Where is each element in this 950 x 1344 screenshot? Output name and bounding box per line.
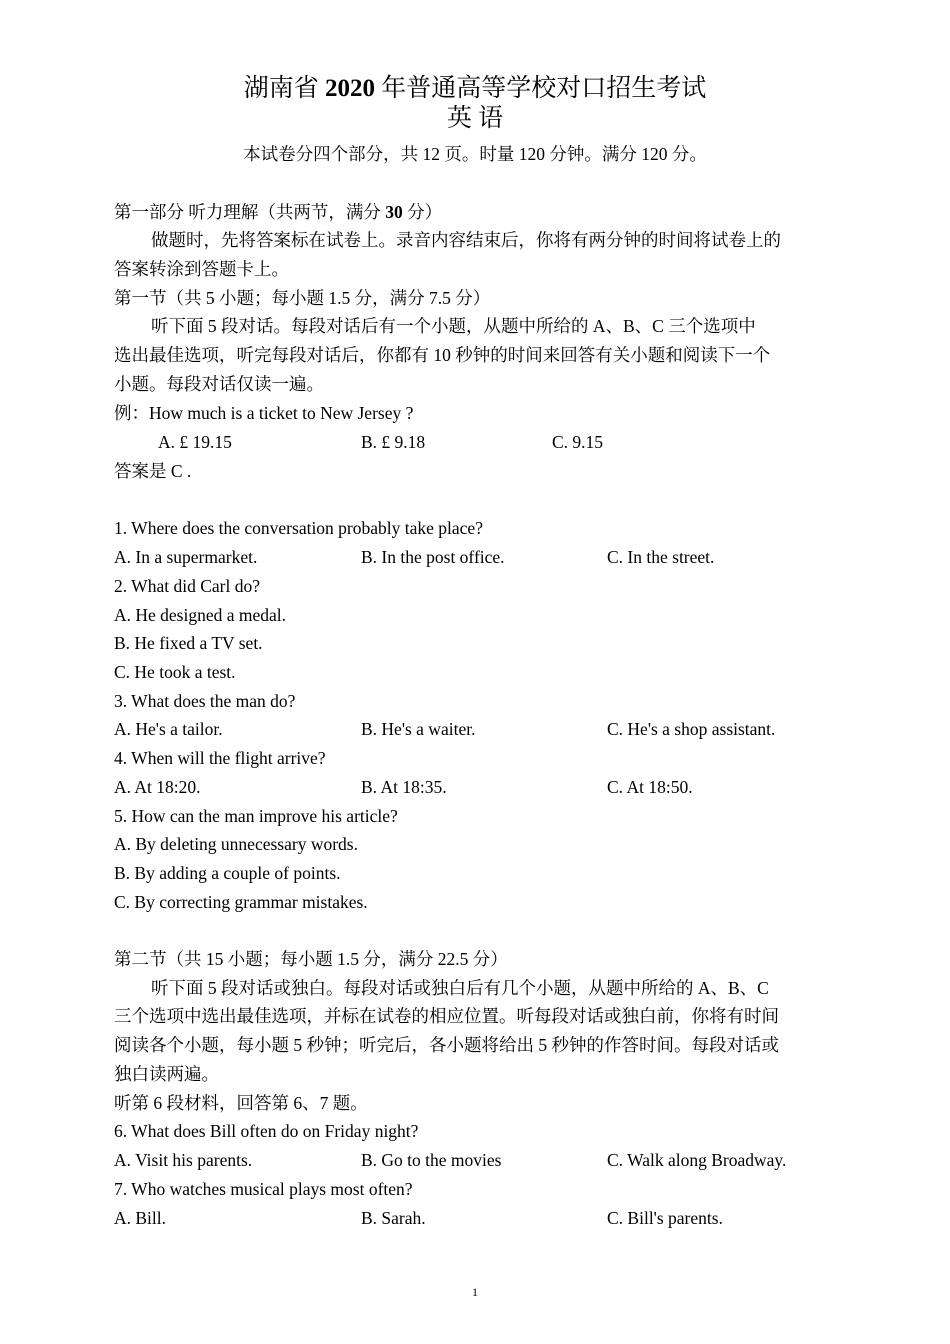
section1-instruction-line2: 选出最佳选项，听完每段对话后，你都有 10 秒钟的时间来回答有关小题和阅读下一个: [114, 345, 771, 365]
question-1-option-b: B. In the post office.: [361, 547, 505, 567]
question-5-option-b: B. By adding a couple of points.: [114, 863, 341, 883]
question-7-option-b: B. Sarah.: [361, 1208, 426, 1228]
part1-instruction-line2: 答案转涂到答题卡上。: [114, 259, 289, 279]
question-1-option-a: A. In a supermarket.: [114, 547, 258, 567]
question-7-option-c: C. Bill's parents.: [607, 1208, 723, 1228]
part1-heading-end: 分）: [402, 202, 443, 222]
question-3-option-b: B. He's a waiter.: [361, 719, 476, 739]
question-5-option-c: C. By correcting grammar mistakes.: [114, 892, 368, 912]
section2-instruction-line3: 阅读各个小题，每小题 5 秒钟；听完后，各小题将给出 5 秒钟的作答时间。每段对话或: [114, 1035, 779, 1055]
question-2-option-b: B. He fixed a TV set.: [114, 633, 263, 653]
question-3-option-c: C. He's a shop assistant.: [607, 719, 776, 739]
section2-instruction-line1: 听下面 5 段对话或独白。每段对话或独白后有几个小题，从题中所给的 A、B、C: [151, 978, 769, 998]
section2-heading: 第二节（共 15 小题；每小题 1.5 分，满分 22.5 分）: [114, 949, 508, 969]
question-2: 2. What did Carl do?: [114, 576, 260, 596]
example-option-c: C. 9.15: [552, 432, 604, 452]
question-7: 7. Who watches musical plays most often?: [114, 1179, 413, 1199]
part1-instruction-line1: 做题时，先将答案标在试卷上。录音内容结束后，你将有两分钟的时间将试卷上的: [151, 230, 781, 250]
question-3-option-a: A. He's a tailor.: [114, 719, 223, 739]
part1-score: 30: [385, 202, 403, 222]
question-4-option-b: B. At 18:35.: [361, 777, 447, 797]
material-6-heading: 听第 6 段材料，回答第 6、7 题。: [114, 1093, 368, 1113]
question-7-option-a: A. Bill.: [114, 1208, 167, 1228]
question-1: 1. Where does the conversation probably take place?: [114, 518, 483, 538]
page-number: 1: [472, 1285, 478, 1299]
part1-heading: [114, 201, 442, 223]
question-5-option-a: A. By deleting unnecessary words.: [114, 834, 358, 854]
question-6-option-c: C. Walk along Broadway.: [607, 1150, 787, 1170]
question-6-option-b: B. Go to the movies: [361, 1150, 502, 1170]
example-option-a: A. £ 19.15: [158, 432, 232, 452]
question-3: 3. What does the man do?: [114, 691, 296, 711]
title-prefix: 湖南省: [243, 75, 325, 102]
example-question: 例：How much is a ticket to New Jersey ?: [114, 403, 414, 423]
question-2-option-c: C. He took a test.: [114, 662, 236, 682]
section1-instruction-line1: 听下面 5 段对话。每段对话后有一个小题，从题中所给的 A、B、C 三个选项中: [151, 316, 756, 336]
section1-heading: 第一节（共 5 小题；每小题 1.5 分，满分 7.5 分）: [114, 288, 491, 308]
section1-instruction-line3: 小题。每段对话仅读一遍。: [114, 374, 324, 394]
question-4-option-a: A. At 18:20.: [114, 777, 201, 797]
subject-title: 英 语: [446, 105, 504, 132]
question-4-option-c: C. At 18:50.: [607, 777, 693, 797]
title-suffix: 年普通高等学校对口招生考试: [375, 75, 707, 102]
question-5: 5. How can the man improve his article?: [114, 806, 398, 826]
part1-heading-text: 第一部分 听力理解（共两节，满分: [114, 202, 386, 222]
question-6-option-a: A. Visit his parents.: [114, 1150, 253, 1170]
question-1-option-c: C. In the street.: [607, 547, 715, 567]
section2-instruction-line2: 三个选项中选出最佳选项，并标在试卷的相应位置。听每段对话或独白前，你将有时间: [114, 1006, 779, 1026]
title-year: 2020: [325, 75, 375, 102]
example-option-b: B. £ 9.18: [361, 432, 426, 452]
question-6: 6. What does Bill often do on Friday night?: [114, 1121, 419, 1141]
exam-info: 本试卷分四个部分，共 12 页。时量 120 分钟。满分 120 分。: [243, 144, 707, 164]
question-2-option-a: A. He designed a medal.: [114, 605, 287, 625]
example-answer: 答案是 C .: [114, 461, 192, 481]
question-4: 4. When will the flight arrive?: [114, 748, 326, 768]
section2-instruction-line4: 独白读两遍。: [114, 1064, 219, 1084]
exam-title: [0, 74, 950, 104]
